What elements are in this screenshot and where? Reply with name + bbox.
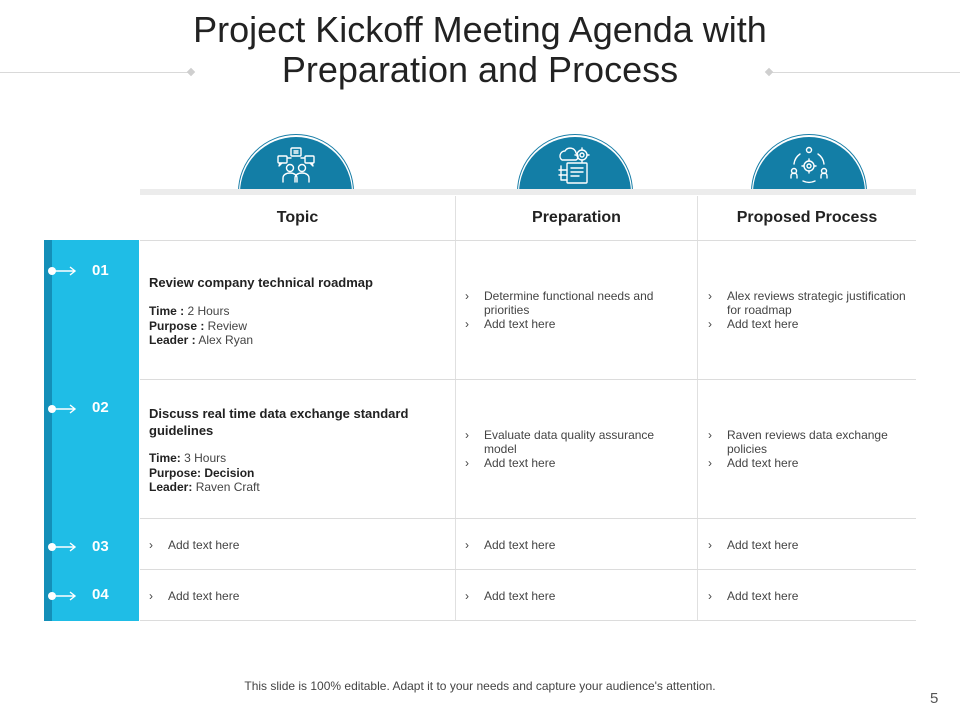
row-1-leader: Leader : Alex Ryan: [149, 333, 254, 347]
column-header-topic: Topic: [276, 209, 319, 226]
title-rule-left: [0, 72, 190, 73]
row-number-1: 01: [92, 262, 109, 279]
row-1-process-item-2: › Add text here: [708, 317, 913, 331]
topic-icon-badge: [238, 134, 354, 192]
column-header-preparation: Preparation: [532, 209, 621, 226]
row-2-process-item-2: › Add text here: [708, 456, 913, 470]
row-3-prep-item-1: › Add text here: [465, 538, 680, 552]
row-4-prep-item-1: › Add text here: [465, 589, 680, 603]
row-2-prep-item-2: › Add text here: [465, 456, 680, 470]
row-2-purpose: Purpose: Decision: [149, 465, 255, 480]
row-2-process-item-1: › Raven reviews data exchange policies: [708, 428, 913, 456]
row-2-leader: Leader: Raven Craft: [149, 480, 260, 494]
footer-note: This slide is 100% editable. Adapt it to your needs and capture your audience's attention.: [244, 679, 716, 693]
row-divider-2: [140, 518, 916, 519]
row-1-purpose: Purpose : Review: [149, 318, 248, 333]
row-2-prep-item-1: › Evaluate data quality assurance model: [465, 428, 680, 456]
row-1-prep-item-1: › Determine functional needs and priorities: [465, 289, 680, 317]
row-3-process-item-1: › Add text here: [708, 538, 913, 552]
settings-document-icon: [555, 146, 595, 186]
row-marker-3-icon: [44, 540, 84, 554]
row-4-process-item-1: › Add text here: [708, 589, 913, 603]
row-1-topic-meta: [149, 304, 253, 348]
row-1-topic-title: Review company technical roadmap: [149, 275, 373, 290]
row-2-time: Time: 3 Hours: [149, 451, 227, 465]
row-1-time: Time : 2 Hours: [149, 304, 230, 318]
process-cycle-icon: [789, 146, 829, 186]
row-divider-1: [140, 379, 916, 380]
column-divider-1: [455, 196, 456, 621]
slide-title: [0, 10, 960, 90]
row-marker-1-icon: [44, 264, 84, 278]
row-number-2: 02: [92, 399, 109, 416]
process-icon-badge: [751, 134, 867, 192]
row-1-process-item-1: › Alex reviews strategic justification for roadmap: [708, 289, 913, 317]
row-divider-3: [140, 569, 916, 570]
row-marker-4-icon: [44, 589, 84, 603]
slide-title-line-1: Project Kickoff Meeting Agenda with: [193, 9, 767, 50]
table-header-band: [140, 189, 916, 195]
row-number-bar: [44, 240, 139, 621]
preparation-icon-badge: [517, 134, 633, 192]
row-number-bar-strip: [44, 240, 52, 621]
row-marker-2-icon: [44, 402, 84, 416]
column-divider-2: [697, 196, 698, 621]
row-2-topic-title: Discuss real time data exchange standard guidelines: [149, 406, 409, 438]
row-divider-4: [140, 620, 916, 621]
row-divider-header: [140, 240, 916, 241]
row-2-topic-meta: [149, 451, 260, 495]
row-number-4: 04: [92, 586, 109, 603]
row-3-topic-item: › Add text here: [149, 538, 439, 552]
page-number: 5: [930, 690, 939, 707]
column-header-process: Proposed Process: [736, 209, 878, 226]
team-discussion-icon: [276, 146, 316, 186]
row-number-3: 03: [92, 538, 109, 555]
title-rule-right: [770, 72, 960, 73]
row-1-prep-item-2: › Add text here: [465, 317, 680, 331]
slide-title-line-2: Preparation and Process: [281, 49, 679, 90]
row-4-topic-item: › Add text here: [149, 589, 439, 603]
